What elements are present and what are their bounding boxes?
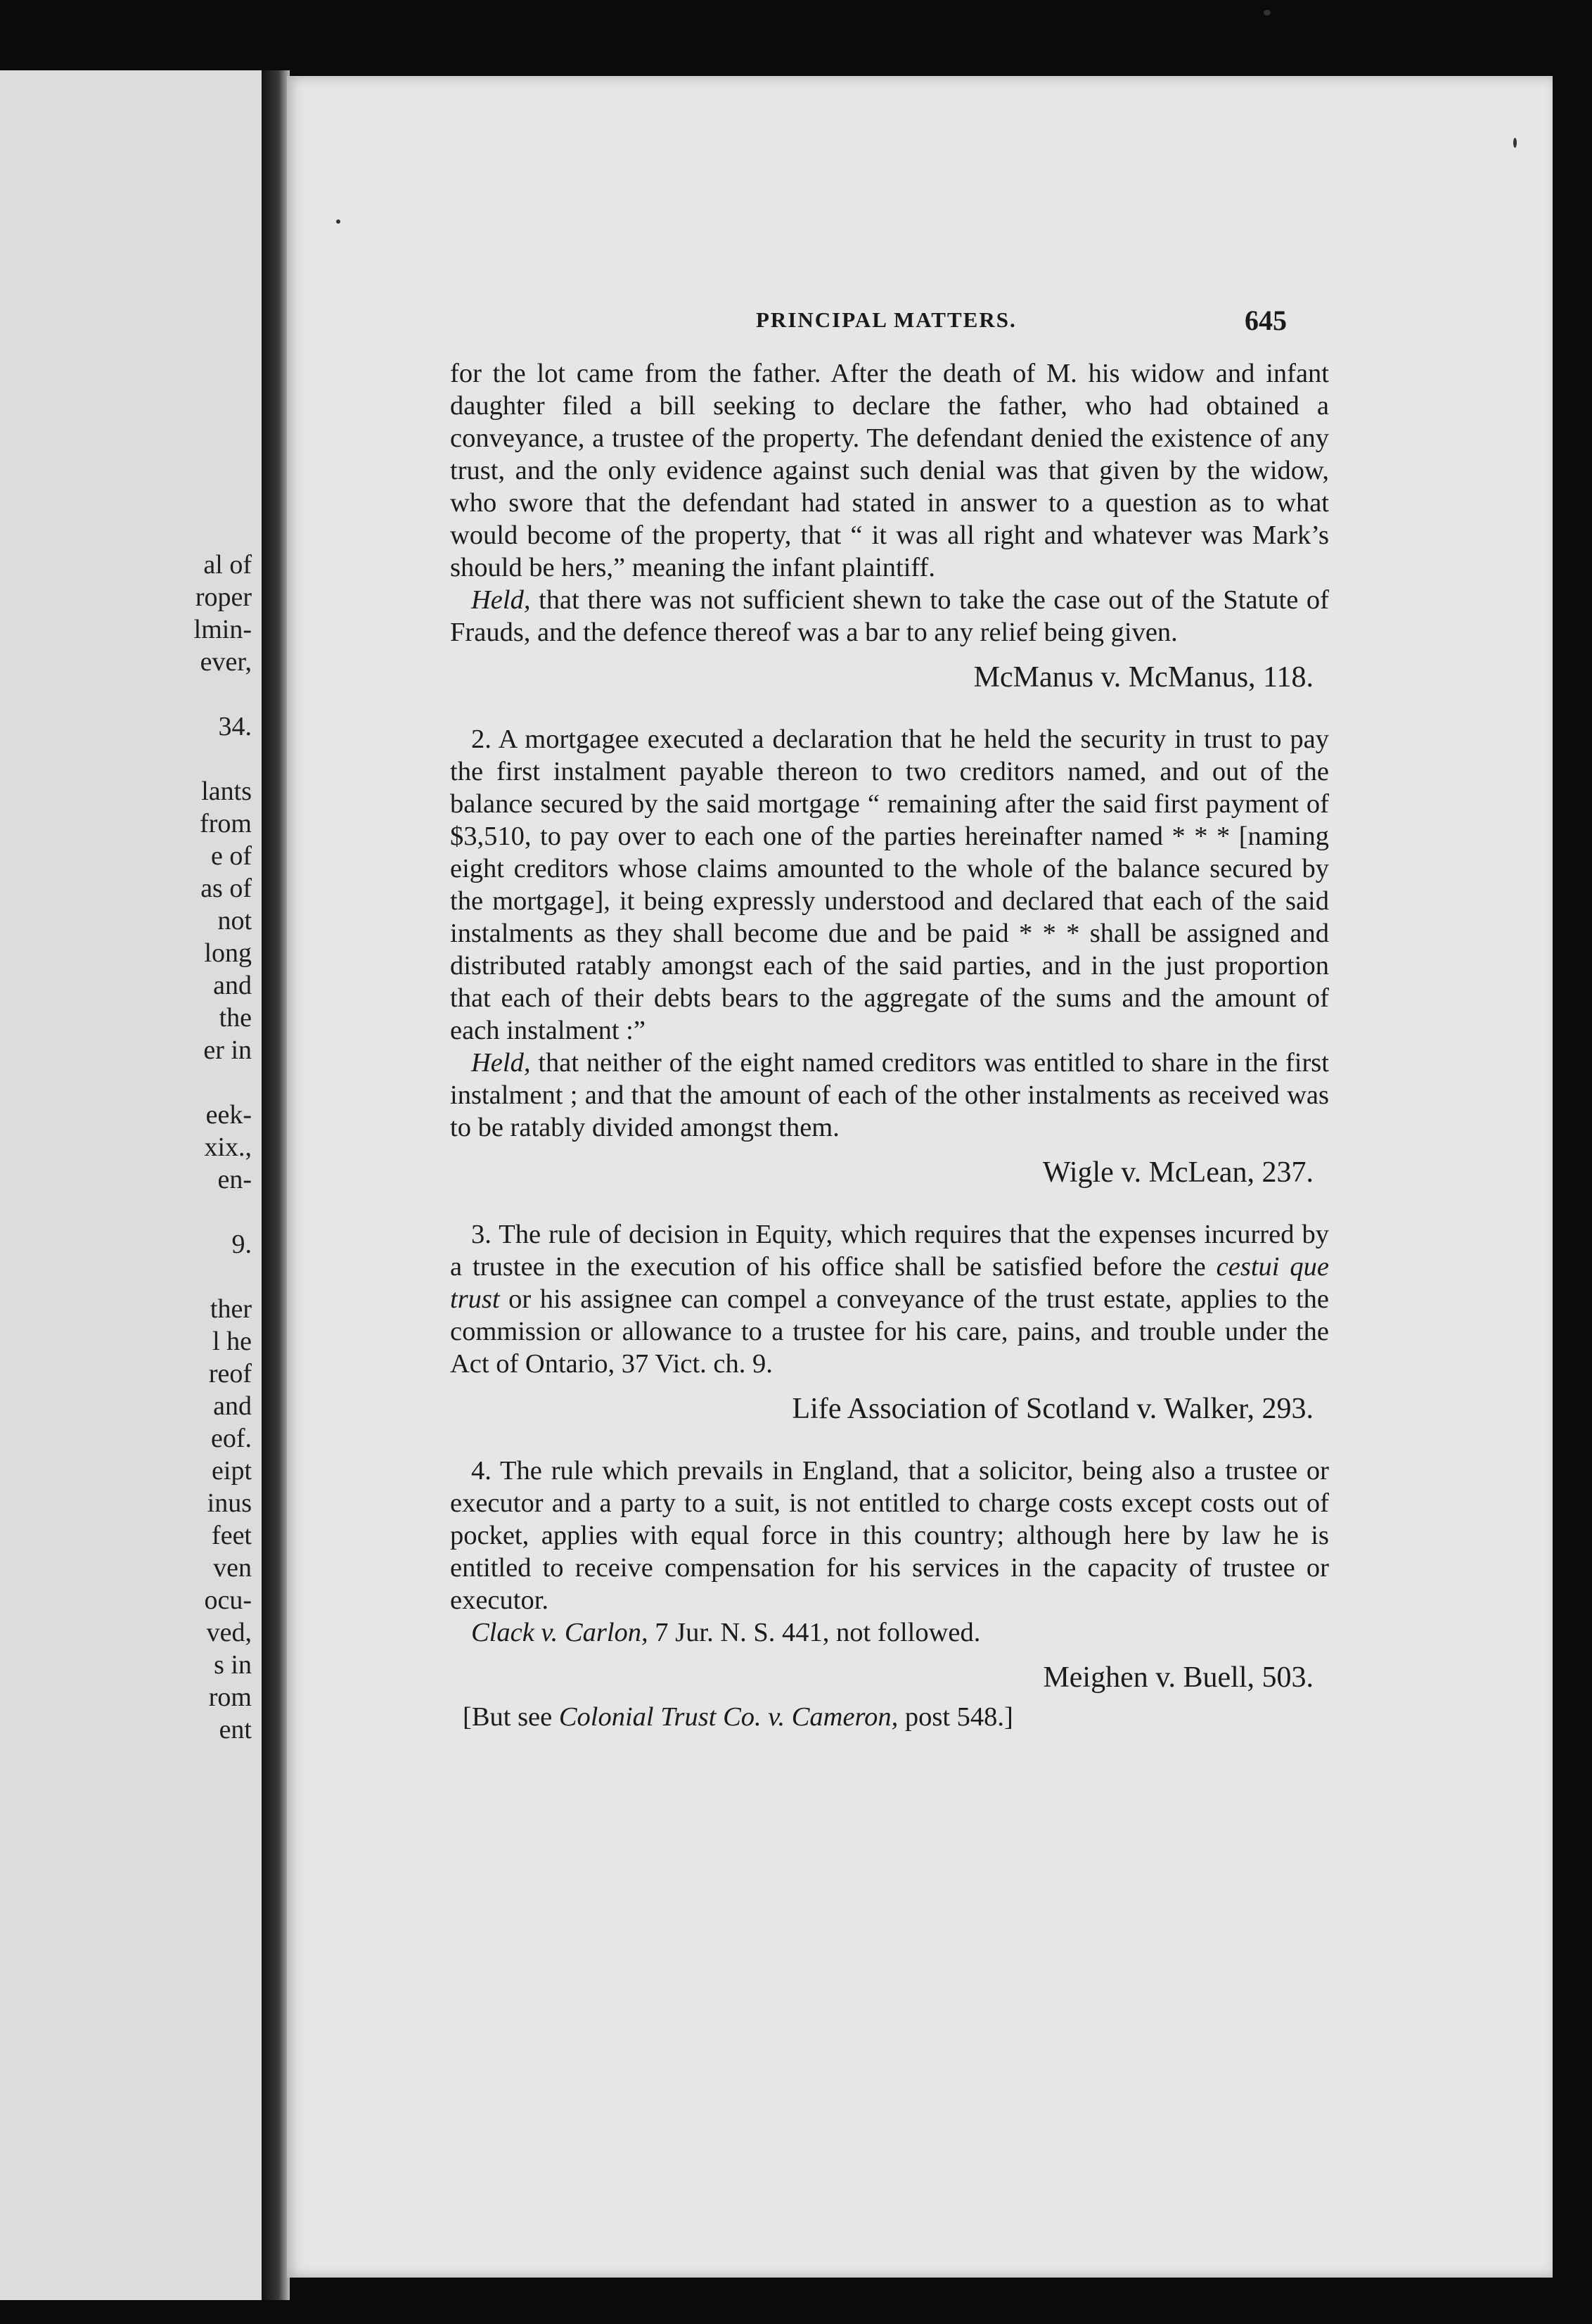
page-number: 645 (1245, 305, 1287, 336)
page-body (450, 357, 1329, 1733)
entry-4-citation (450, 1616, 1329, 1649)
scan-speck (1264, 10, 1271, 15)
facing-page-line: 9. (231, 1230, 252, 1259)
cited-case: Clack v. Carlon, (471, 1618, 648, 1647)
facing-page-line: inus (207, 1488, 252, 1518)
facing-page-line: lants (201, 777, 252, 806)
facing-page-line: ved, (206, 1618, 252, 1647)
facing-page-line: ever, (200, 647, 252, 677)
entry-1-holding (450, 584, 1329, 649)
entry-3-text-a: 3. The rule of decision in Equity, which requires that the expenses incurred by a trustee in the execution of his office shall be satisfied before the (450, 1220, 1329, 1282)
running-title: PRINCIPAL MATTERS. (756, 307, 1017, 332)
entry-4-text: 4. The rule which prevails in England, that a solicitor, being also a trustee or executor and a party to a suit, is not entitled to charge costs except costs out of pocket, applies with equal force in this country; although here by law he is entitled to receive compensation for his services in the capacity of trustee or executor. (450, 1456, 1329, 1615)
facing-page-line: e of (210, 841, 252, 871)
book-gutter (262, 70, 290, 2300)
case-citation: McManus v. McManus, 118. (973, 661, 1314, 694)
facing-page-line: s in (214, 1650, 252, 1680)
facing-page-line: as of (200, 874, 252, 903)
scan-speck (1513, 138, 1517, 148)
facing-page-line: xix., (204, 1132, 252, 1162)
facing-page-line: lmin- (193, 615, 252, 644)
facing-page-line: eof. (210, 1424, 252, 1453)
facing-page-line: er in (203, 1035, 252, 1065)
facing-page-line: roper (195, 582, 252, 612)
holding-text: that there was not sufficient shewn to take the case out of the Statute of Frauds, and the defence thereof was a bar to any relief being given. (450, 585, 1329, 647)
facing-page-line: l he (212, 1327, 252, 1356)
entry-3-italic: cestui que trust (450, 1252, 1330, 1314)
facing-page-line: and (213, 971, 252, 1000)
citation-detail: 7 Jur. N. S. 441, not followed. (648, 1618, 981, 1647)
facing-page-line: eek- (205, 1100, 252, 1130)
case-citation: Meighen v. Buell, 503. (1043, 1661, 1314, 1694)
entry-2-holding (450, 1047, 1329, 1144)
facing-page-text (0, 70, 262, 2300)
facing-page (0, 70, 266, 2300)
facing-page-line: 34. (218, 712, 252, 741)
held-label: Held, (471, 585, 531, 615)
facing-page-line: long (204, 938, 252, 968)
entry-3-text-b: or his assignee can compel a conveyance of the trust estate, applies to the commission or allowance to a trustee for his care, pains, and trouble under the Act of Ontario, 37 Vict. ch. 9. (450, 1284, 1329, 1379)
holding-text: that neither of the eight named creditors was entitled to share in the first instalment ; and that the amount of each of the other instalments as received was to be ratably divided amongst them. (450, 1048, 1329, 1142)
entry-2-text: 2. A mortgagee executed a declaration that he held the security in trust to pay the first instalment payable thereon to two creditors named, and out of the balance secured by the said mortgage “ remaining after the said first payment of $3,510, to pay over to each one of the parties hereinafter named * * * [naming eight creditors whose claims amounted to the whole of the balance secured by the mortgage], it being expressly understood and declared that each of the said instalments as they shall become due and be paid * * * shall be assigned and distributed ratably amongst each of the said parties, and in the just proportion that each of their debts bears to the aggregate of the sums and the amount of each instalment :” (450, 724, 1329, 1045)
held-label: Held, (471, 1048, 531, 1078)
facing-page-line: al of (203, 550, 252, 580)
facing-page-line: ent (219, 1715, 252, 1744)
facing-page-line: reof (208, 1359, 252, 1388)
note-close: post 548.] (898, 1702, 1013, 1732)
note-italic: Colonial Trust Co. v. Cameron, (558, 1702, 899, 1732)
entry-1-continuation: for the lot came from the father. After the death of M. his widow and infant daughter filed a bill seeking to declare the father, who had obtained a conveyance, a trustee of the property. The defendant denied the existence of any trust, and the only evidence against such denial was that given by the widow, who swore that the defendant had stated in answer to a question as to what would become of the property, that “ it was all right and whatever was Mark’s should be hers,” meaning the infant plaintiff. (450, 359, 1329, 582)
facing-page-line: from (200, 809, 252, 838)
scan-speck (336, 219, 340, 224)
note-open: [But see (463, 1702, 559, 1732)
facing-page-line: feet (212, 1521, 252, 1550)
case-citation: Life Association of Scotland v. Walker, 293. (792, 1393, 1314, 1425)
facing-page-line: ther (210, 1294, 252, 1324)
facing-page-line: rom (208, 1683, 252, 1712)
facing-page-line: the (219, 1003, 252, 1033)
facing-page-line: ven (213, 1553, 252, 1583)
facing-page-line: ocu- (204, 1585, 252, 1615)
facing-page-line: eipt (212, 1456, 252, 1486)
facing-page-line: not (217, 906, 252, 936)
facing-page-line: and (213, 1391, 252, 1421)
entry-3-text (450, 1218, 1329, 1380)
editorial-note (450, 1701, 1329, 1733)
facing-page-line: en- (217, 1165, 252, 1194)
case-citation: Wigle v. McLean, 237. (1042, 1156, 1314, 1189)
